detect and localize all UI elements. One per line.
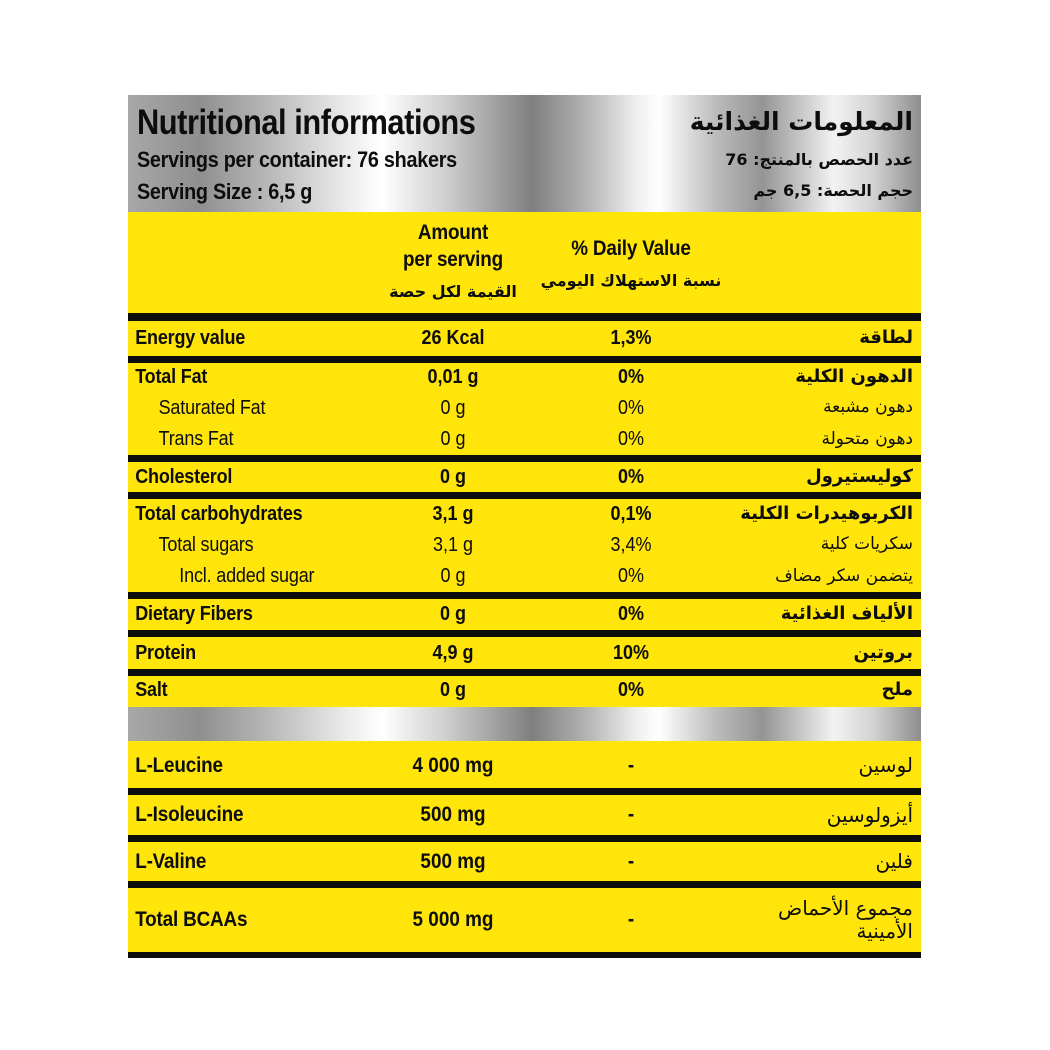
nutrient-name-arabic: يتضمن سكر مضاف [775,565,913,586]
daily-value: 3,4% [610,533,652,556]
amount-header-line1: Amount [417,221,489,244]
table-row [128,842,921,881]
row-divider [128,356,921,363]
label-header-band [128,95,921,212]
nutrient-name: Protein [135,641,196,664]
nutrient-name: Saturated Fat [158,396,266,419]
nutrient-name-arabic: أيزولوسين [826,802,913,827]
table-row [128,637,921,669]
table-row [128,529,921,561]
amount-value: 0,01 g [427,366,479,388]
daily-value: 0% [617,603,645,625]
amount-value: 26 Kcal [421,327,485,349]
nutrient-name: Total carbohydrates [135,502,303,525]
amount-value: 0 g [440,565,466,587]
nutrition-table [128,212,921,958]
label-title-arabic: المعلومات الغذائية [689,107,913,136]
nutrient-name-arabic: دهون مشبعة [823,397,913,418]
nutrient-name-arabic: لوسين [858,753,913,777]
daily-value: 0,1% [610,502,652,525]
nutrient-name-arabic: الألياف الغذائية [780,603,913,625]
row-divider [128,313,921,321]
daily-value: 0% [617,465,645,488]
table-row [128,392,921,424]
daily-value-header: % Daily Value [571,237,691,260]
nutrient-name: Cholesterol [135,465,233,488]
table-row [128,321,921,356]
amount-value: 500 mg [420,849,486,873]
daily-value: 0% [617,396,645,419]
nutrient-name-arabic: بروتين [853,641,913,663]
nutrient-name-arabic: كوليستيرول [806,465,913,487]
amount-value: 0 g [440,428,466,450]
table-row [128,795,921,835]
nutrient-name: L-Valine [135,849,207,873]
daily-value: - [627,803,635,826]
amount-header-arabic: القيمة لكل حصة [389,282,517,301]
label-title: Nutritional informations [137,103,476,142]
nutrient-name-arabic: الكربوهيدرات الكلية [740,502,913,524]
nutrient-name-arabic-text: مجموع الأحماض الأمينية [778,896,913,943]
amount-column-header [370,212,536,301]
row-divider [128,835,921,842]
amount-value: 4,9 g [432,641,474,664]
daily-value-column-header [536,212,726,290]
nutrient-name-arabic: سكريات كلية [820,534,913,555]
servings-line: Servings per container: 76 shakers [137,147,457,172]
daily-value-header-arabic: نسبة الاستهلاك اليومي [540,271,722,290]
table-row [128,888,921,952]
nutrition-label [128,95,921,958]
daily-value: - [627,849,635,873]
header-english-block [137,104,522,212]
amount-value: 3,1 g [432,502,474,525]
nutrient-name-arabic: فلين [875,849,913,873]
nutrient-name: Dietary Fibers [135,603,253,625]
amount-value: 5 000 mg [412,908,494,931]
nutrient-name: Incl. added sugar [179,565,315,587]
row-divider [128,788,921,795]
row-divider [128,592,921,599]
servings-line-arabic: عدد الحصص بالمنتج: 76 [725,150,913,169]
column-header-row [128,212,921,313]
amount-value: 0 g [440,396,466,419]
daily-value: 0% [617,366,645,388]
row-divider [128,669,921,676]
amount-value: 3,1 g [432,533,474,556]
table-row [128,462,921,492]
row-divider [128,455,921,462]
nutrient-name: Total BCAAs [135,908,248,931]
nutrient-name: Trans Fat [158,428,234,450]
daily-value: 0% [617,679,645,701]
table-row [128,599,921,630]
daily-value: 0% [617,428,645,450]
header-arabic-block [690,104,913,212]
row-divider [128,492,921,499]
nutrient-name-arabic: دهون متحولة [821,428,913,449]
amount-value: 4 000 mg [412,753,494,777]
table-row [128,561,921,592]
daily-value: 10% [612,641,650,664]
amount-value: 0 g [439,679,467,701]
nutrient-name: Total Fat [135,366,208,388]
table-row [128,743,921,788]
nutrient-name-arabic: ملح [881,679,913,701]
nutrient-name-arabic: لطاقة [859,327,913,349]
nutrient-name: Salt [135,679,168,701]
nutrient-name: L-Isoleucine [135,803,244,826]
bottom-border [128,952,921,958]
table-row [128,499,921,529]
serving-size-line: Serving Size : 6,5 g [137,179,313,204]
amount-value: 500 mg [420,803,486,826]
metallic-divider [128,707,921,741]
table-row [128,363,921,392]
nutrient-name-arabic: الدهون الكلية [795,366,913,388]
daily-value: - [627,908,635,931]
daily-value: 1,3% [610,327,652,349]
row-divider [128,881,921,888]
amount-header-line2: per serving [403,248,503,271]
table-row [128,424,921,455]
table-row [128,676,921,705]
daily-value: - [627,753,635,777]
amount-value: 0 g [439,603,467,625]
nutrient-name-arabic [726,897,921,943]
nutrient-name: L-Leucine [135,753,223,777]
daily-value: 0% [617,565,645,587]
nutrient-name: Energy value [135,327,246,349]
nutrient-name: Total sugars [158,533,254,556]
row-divider [128,630,921,637]
amount-value: 0 g [439,465,467,488]
serving-size-line-arabic: حجم الحصة: 6,5 جم [753,181,913,200]
